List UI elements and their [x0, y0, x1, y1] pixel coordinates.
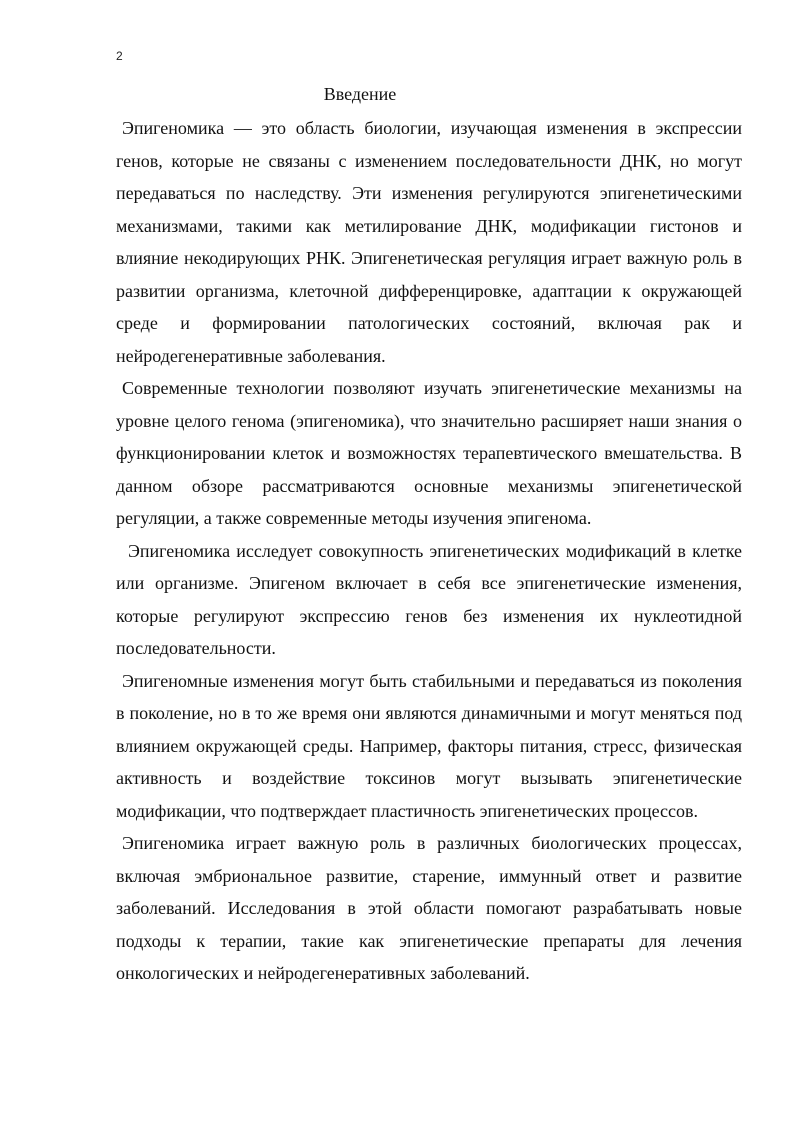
page-number: 2 [116, 49, 123, 63]
paragraph-1: Эпигеномика — это область биологии, изучающая изменения в экспрессии генов, которые не связаны с изменением последовательности ДНК, но могут передаваться по наследству. Эти изменения регулируются эпигенетическими механизмами, такими как метилирование ДНК, модификации гистонов и влияние некодирующих РНК. Эпигенетическая регуляция играет важную роль в развитии организма, клеточной дифференцировке, адаптации к окружающей среде и формировании патологических состояний, включая рак и нейродегенеративные заболевания. [116, 118, 742, 366]
paragraph-5: Эпигеномика играет важную роль в различных биологических процессах, включая эмбриональное развитие, старение, иммунный ответ и развитие заболеваний. Исследования в этой области помогают разрабатывать новые подходы к терапии, такие как эпигенетические препараты для лечения онкологических и нейродегенеративных заболеваний. [116, 833, 742, 983]
paragraph-3: Эпигеномика исследует совокупность эпигенетических модификаций в клетке или организме. Эпигеном включает в себя все эпигенетические изменения, которые регулируют экспрессию генов без изменения их нуклеотидной последовательности. [116, 540, 742, 658]
section-heading: Введение [323, 84, 397, 104]
paragraph-2: Современные технологии позволяют изучать эпигенетические механизмы на уровне целого генома (эпигеномика), что значительно расширяет наши знания о функционировании клеток и возможностях терапевтического вмешательства. В данном обзоре рассматриваются основные механизмы эпигенетической регуляции, а также современные методы изучения эпигенома. [116, 378, 742, 528]
body-text [116, 112, 742, 990]
paragraph-4: Эпигеномные изменения могут быть стабильными и передаваться из поколения в поколение, но в то же время они являются динамичными и могут меняться под влиянием окружающей среды. Например, факторы питания, стресс, физическая активность и воздействие токсинов могут вызывать эпигенетические модификации, что подтверждает пластичность эпигенетических процессов. [116, 670, 742, 821]
